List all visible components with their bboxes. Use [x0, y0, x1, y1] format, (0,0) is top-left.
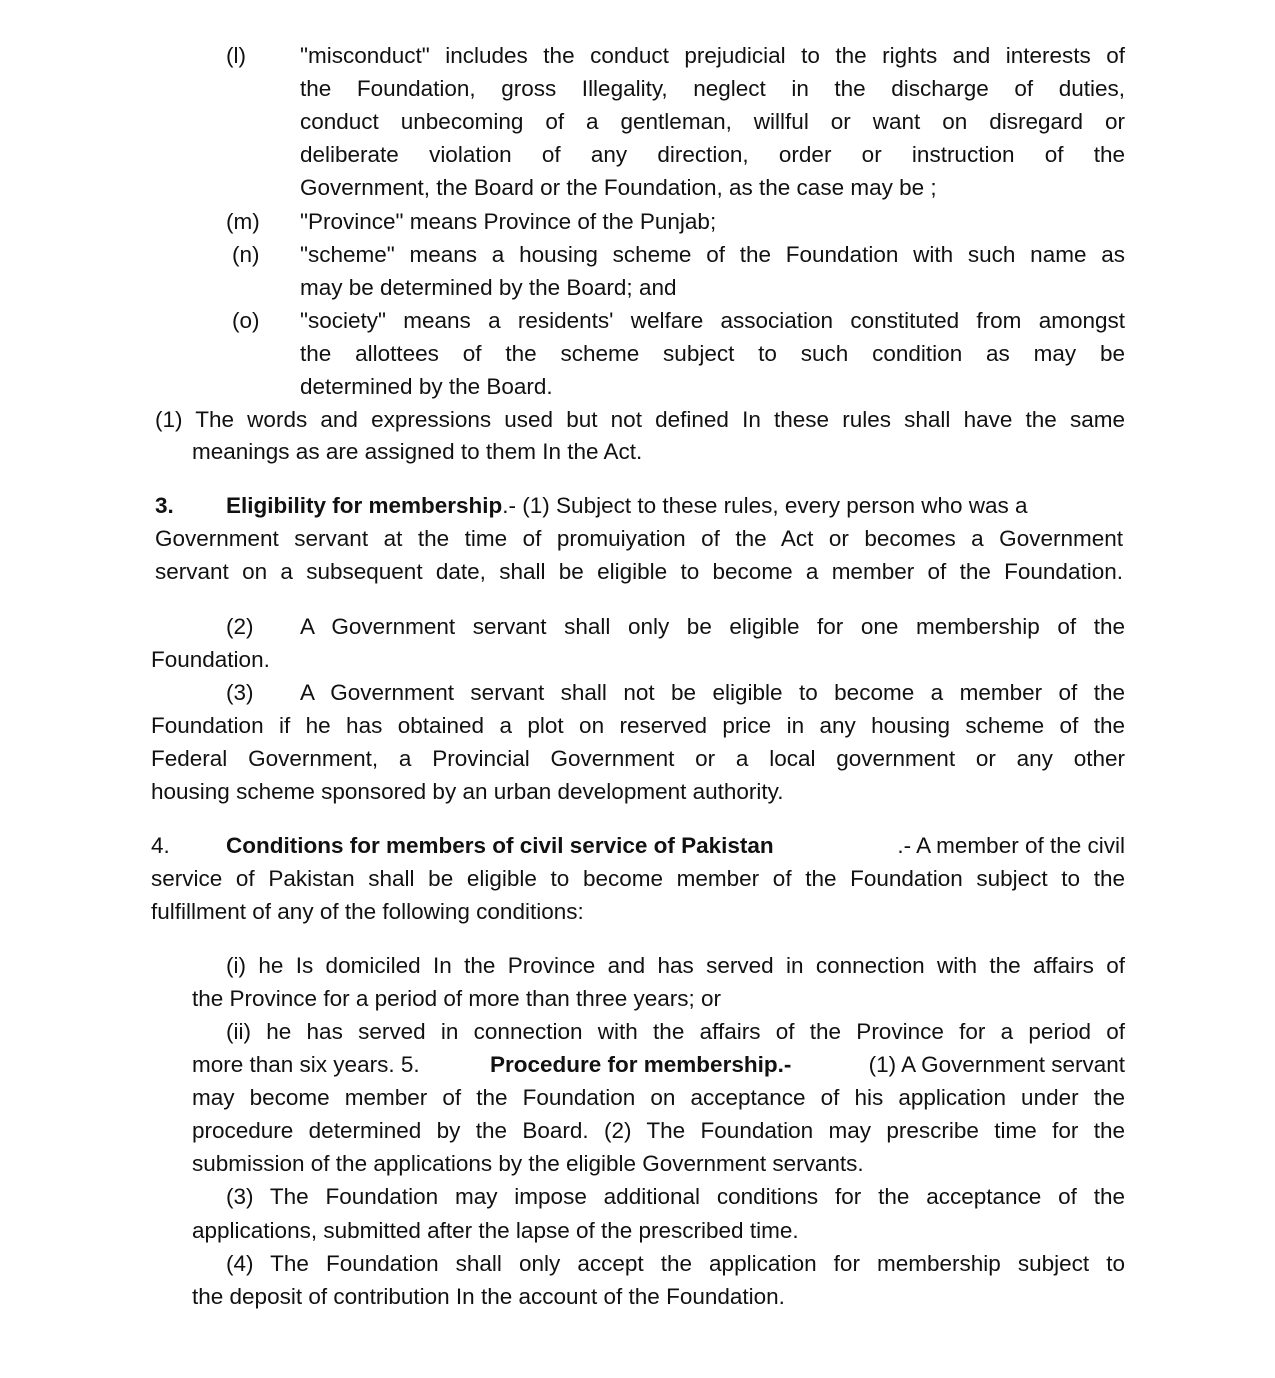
section-4-line1-rest: .- A member of the civil — [897, 833, 1125, 858]
section-3-sub3-line: A Government servant shall not be eligible to become a member of the — [300, 680, 1125, 705]
definition-o-line: "society" means a residents' welfare association constituted from amongst — [300, 308, 1125, 333]
definition-marker-o: (o) — [232, 308, 260, 333]
definition-marker-n: (n) — [232, 242, 260, 267]
section-5-heading-wrap — [490, 1048, 1125, 1081]
section-5-heading: Procedure for membership.- — [490, 1052, 792, 1077]
section-5-sub3-line: applications, submitted after the lapse of the prescribed time. — [192, 1218, 799, 1243]
definition-l-line: deliberate violation of any direction, order or instruction of the — [300, 142, 1125, 167]
condition-ii-line: (ii) he has served in connection with the affairs of the Province for a period of — [226, 1019, 1125, 1044]
definition-marker-m: (m) — [226, 209, 260, 234]
definition-o-line: determined by the Board. — [300, 374, 553, 399]
definition-o-line: the allottees of the scheme subject to such condition as may be — [300, 341, 1125, 366]
condition-ii-line-with-section-5 — [192, 1048, 1125, 1081]
section-4-line: fulfillment of any of the following conditions: — [151, 899, 584, 924]
definition-l-line: Government, the Board or the Foundation, as the case may be ; — [300, 175, 937, 200]
condition-i-line: (i) he Is domiciled In the Province and has served in connection with the affairs of — [226, 953, 1125, 978]
definition-n-line: may be determined by the Board; and — [300, 275, 677, 300]
section-3-sub2-marker: (2) — [226, 614, 254, 639]
section-4-line: service of Pakistan shall be eligible to become member of the Foundation subject to the — [151, 866, 1125, 891]
clause-2-1-line: meanings as are assigned to them In the Act. — [192, 439, 643, 464]
section-3-number: 3. — [155, 493, 174, 518]
definition-l-line: conduct unbecoming of a gentleman, willful or want on disregard or — [300, 109, 1125, 134]
section-5-line: submission of the applications by the eligible Government servants. — [192, 1151, 864, 1176]
definition-n-line: "scheme" means a housing scheme of the Foundation with such name as — [300, 242, 1125, 267]
clause-2-1-line: (1) The words and expressions used but not defined In these rules shall have the same — [155, 407, 1125, 432]
section-5-sub3-line: (3) The Foundation may impose additional conditions for the acceptance of the — [226, 1184, 1125, 1209]
section-3-sub2-line: Foundation. — [151, 647, 270, 672]
definition-l-line: "misconduct" includes the conduct prejudicial to the rights and interests of — [300, 43, 1125, 68]
section-4-first-line — [226, 829, 1125, 862]
section-5-line-rest: (1) A Government servant — [868, 1052, 1125, 1077]
section-5-sub4-line: the deposit of contribution In the account of the Foundation. — [192, 1284, 785, 1309]
condition-ii-line2-start: more than six years. 5. — [192, 1052, 420, 1077]
section-4-number: 4. — [151, 833, 170, 858]
section-3-sub2-line: A Government servant shall only be eligible for one membership of the — [300, 614, 1125, 639]
section-3-line: Government servant at the time of promuiyation of the Act or becomes a Government — [155, 526, 1123, 551]
condition-i-line: the Province for a period of more than three years; or — [192, 986, 722, 1011]
section-5-line: may become member of the Foundation on acceptance of his application under the — [192, 1085, 1125, 1110]
section-3-line1-rest: .- (1) Subject to these rules, every person who was a — [502, 493, 1028, 518]
section-3-sub3-line: housing scheme sponsored by an urban development authority. — [151, 779, 784, 804]
section-4-heading: Conditions for members of civil service of Pakistan — [226, 833, 774, 858]
definition-l-line: the Foundation, gross Illegality, neglect in the discharge of duties, — [300, 76, 1125, 101]
section-5-line: procedure determined by the Board. (2) The Foundation may prescribe time for the — [192, 1118, 1125, 1143]
section-3-first-line — [226, 489, 1125, 522]
section-5-sub4-line: (4) The Foundation shall only accept the application for membership subject to — [226, 1251, 1125, 1276]
section-3-line: servant on a subsequent date, shall be eligible to become a member of the Foundation. — [155, 559, 1123, 584]
section-3-sub3-line: Foundation if he has obtained a plot on reserved price in any housing scheme of the — [151, 713, 1125, 738]
section-3-sub3-line: Federal Government, a Provincial Government or a local government or any other — [151, 746, 1125, 771]
definition-marker-l: (l) — [226, 43, 246, 68]
definition-m-line: "Province" means Province of the Punjab; — [300, 209, 717, 234]
section-3-heading: Eligibility for membership — [226, 493, 503, 518]
section-3-sub3-marker: (3) — [226, 680, 254, 705]
